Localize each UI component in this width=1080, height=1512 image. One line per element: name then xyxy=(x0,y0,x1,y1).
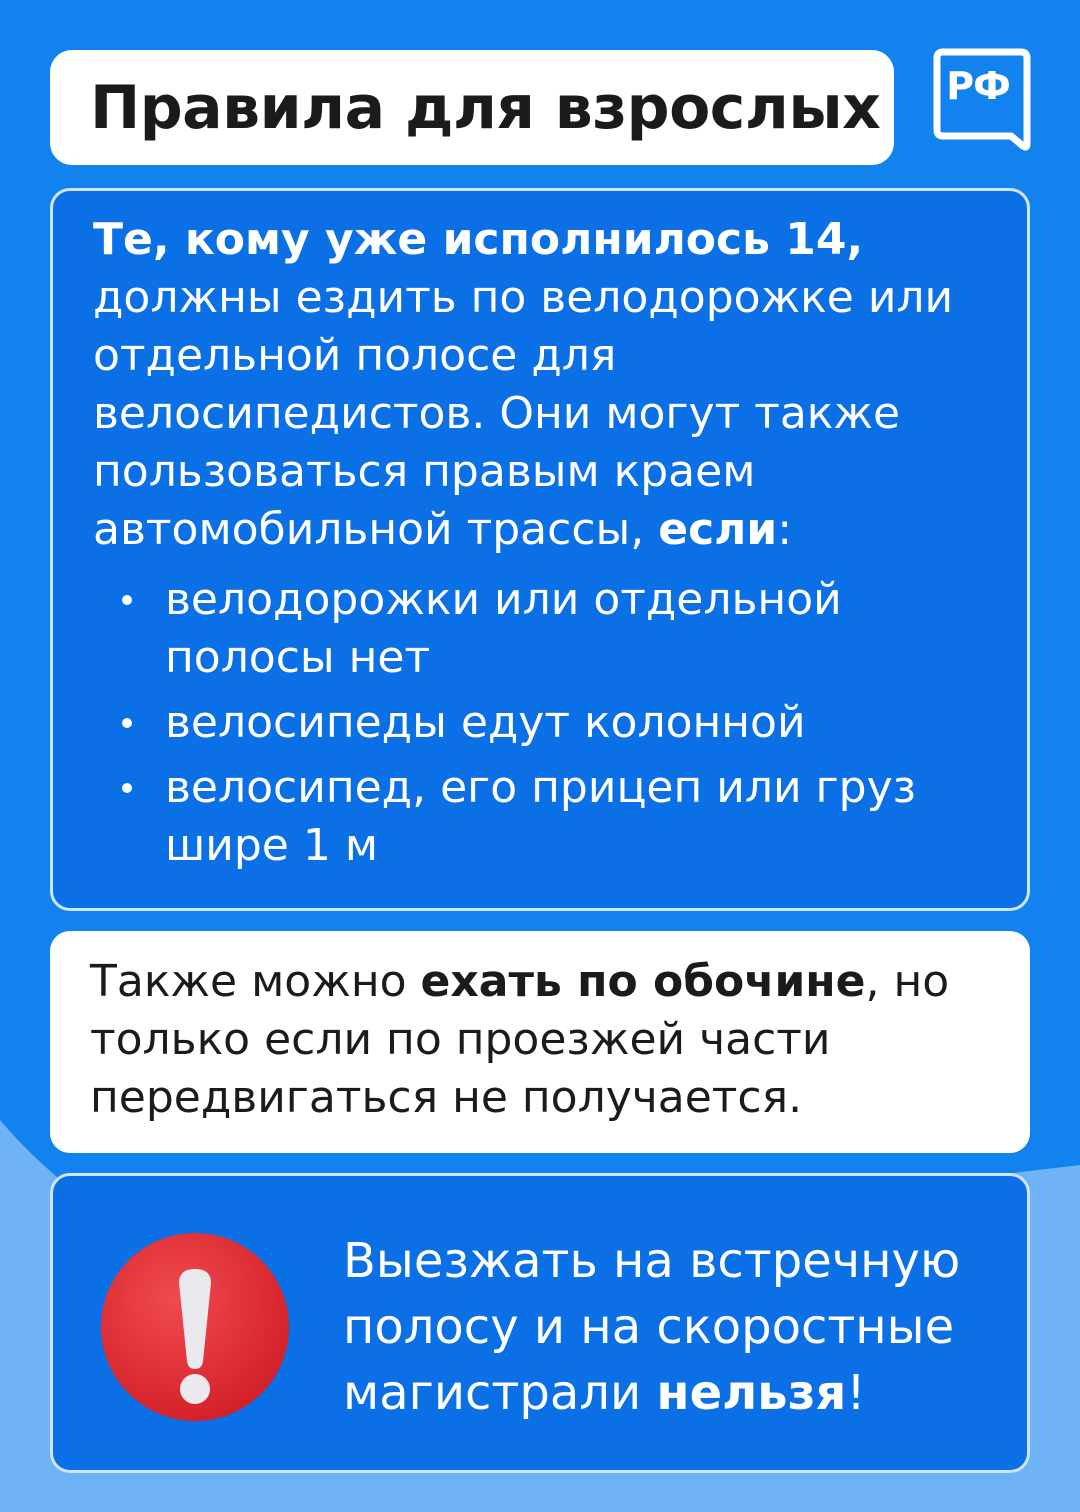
list-item xyxy=(93,571,987,687)
adult-rules-card xyxy=(50,188,1030,911)
list-item xyxy=(93,759,987,875)
shoulder-text-start: Также можно xyxy=(90,956,421,1007)
warning-text xyxy=(343,1228,1013,1426)
intro-text: должны ездить по велодорожке или отдельной полосе для велосипедистов. Они могут также пользоваться правым краем автомобильной трассы, xyxy=(93,272,954,555)
page-title: Правила для взрослых xyxy=(90,72,881,143)
bullet-icon xyxy=(122,595,132,605)
list-item-text: велосипеды едут колонной xyxy=(165,697,806,748)
shoulder-text-end: , но только если по проезжей части передвигаться не получается. xyxy=(90,956,950,1123)
bullet-icon xyxy=(122,783,132,793)
intro-bold: Те, кому уже исполнилось 14, xyxy=(93,214,864,265)
warning-text-start: Выезжать на встречную полосу и на скоростные магистрали xyxy=(343,1233,961,1421)
warning-text-end: ! xyxy=(846,1365,866,1421)
list-item xyxy=(93,694,987,752)
exclamation-warning-icon xyxy=(99,1231,291,1423)
intro-colon: : xyxy=(777,504,793,555)
list-item-text: велодорожки или отдельной полосы нет xyxy=(165,574,842,683)
warning-card xyxy=(50,1173,1030,1473)
rf-logo xyxy=(932,48,1032,154)
shoulder-bold: ехать по обочине xyxy=(420,956,866,1007)
conditions-list xyxy=(93,571,987,875)
rules-paragraph xyxy=(93,211,987,559)
warning-bold: нельзя xyxy=(656,1365,847,1421)
title-box xyxy=(50,50,894,165)
list-item-text: велосипед, его прицеп или груз шире 1 м xyxy=(165,762,917,871)
logo-text: РФ xyxy=(946,64,1010,108)
shoulder-card xyxy=(50,931,1030,1153)
intro-if: если xyxy=(658,504,778,555)
shoulder-paragraph xyxy=(90,953,990,1127)
bullet-icon xyxy=(122,718,132,728)
